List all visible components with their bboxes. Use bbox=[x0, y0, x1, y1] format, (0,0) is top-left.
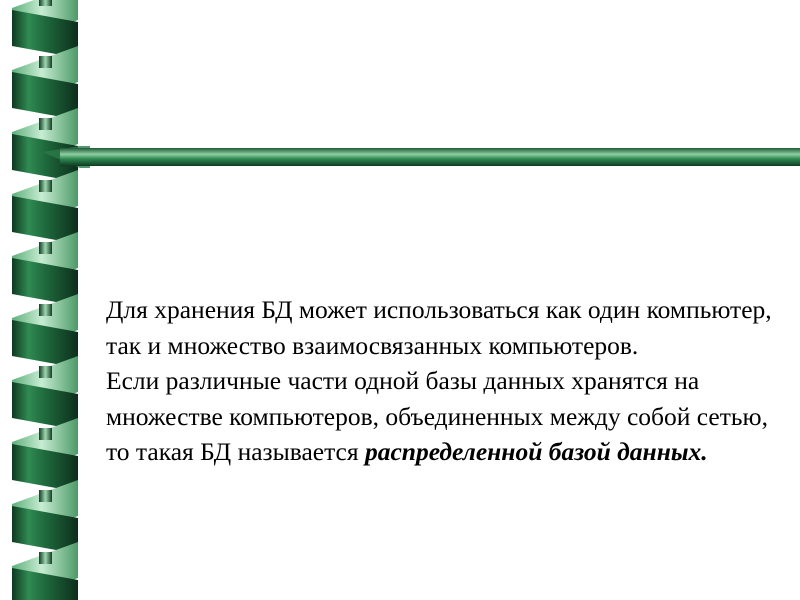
horizontal-rule bbox=[0, 142, 800, 172]
ribbon-pole bbox=[39, 552, 52, 564]
ribbon-pole bbox=[39, 118, 52, 130]
ribbon-pole bbox=[39, 242, 52, 254]
slide-body bbox=[106, 292, 786, 470]
ribbon-pole bbox=[39, 490, 52, 502]
ribbon-segments bbox=[12, 0, 78, 600]
paragraph-1: Для хранения БД может использоваться как один компьютер, так и множество взаимосвязанных компьютеров. bbox=[106, 295, 772, 360]
ribbon-pole bbox=[39, 304, 52, 316]
ribbon-pole bbox=[39, 366, 52, 378]
paragraph-2-text: Если различные части одной базы данных хранятся на множестве компьютеров, объединенных между собой сетью, то такая БД называется bbox=[106, 366, 768, 466]
paragraph-2 bbox=[106, 363, 786, 470]
ribbon-pole bbox=[39, 56, 52, 68]
ribbon-pole bbox=[39, 428, 52, 440]
distributed-db-term: распределенной базой данных. bbox=[364, 437, 708, 466]
ribbon-pole bbox=[39, 0, 52, 6]
decorative-ribbon bbox=[0, 0, 90, 600]
ribbon-pole bbox=[39, 180, 52, 192]
